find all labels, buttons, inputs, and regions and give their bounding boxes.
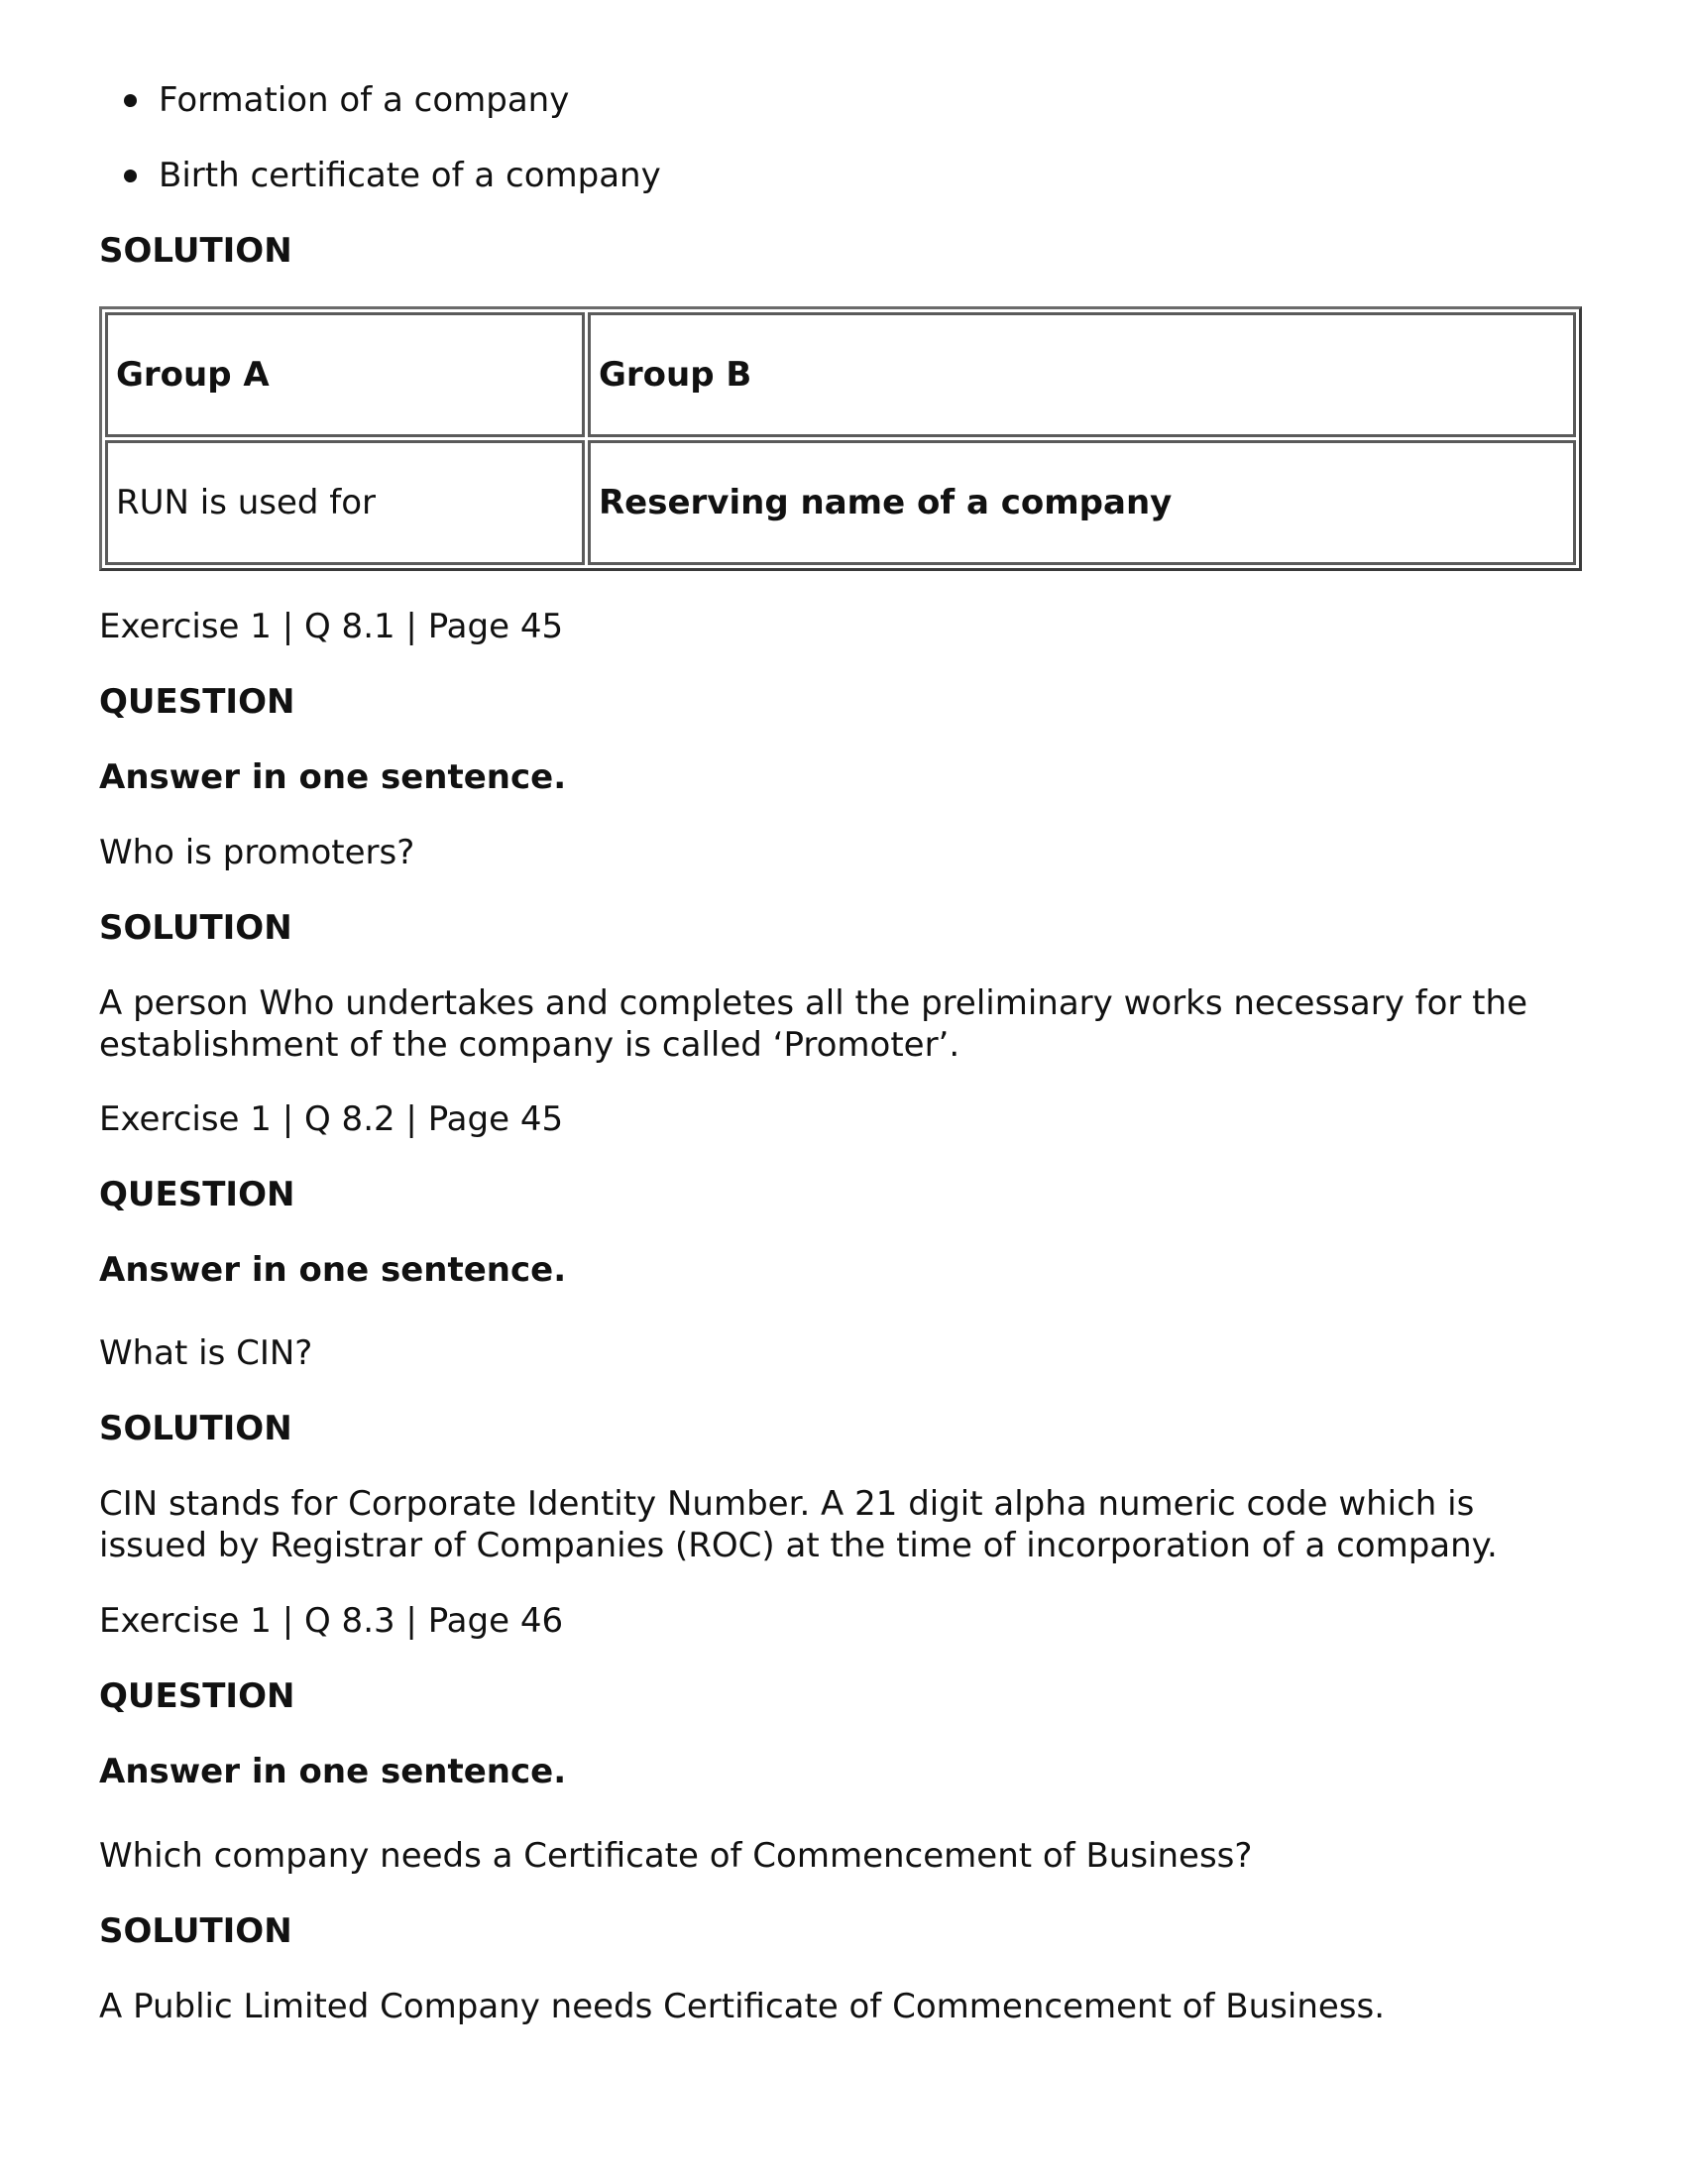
- bullet-icon: [124, 170, 137, 182]
- table-row: [105, 440, 1576, 565]
- solution-heading: SOLUTION: [99, 908, 292, 948]
- question-instruction: Answer in one sentence.: [99, 1752, 567, 1791]
- question-heading: QUESTION: [99, 1676, 295, 1716]
- list-item: [159, 79, 569, 121]
- bullet-icon: [124, 94, 137, 107]
- question-text: Which company needs a Certificate of Commencement of Business?: [99, 1836, 1253, 1876]
- table-cell-group-b: Reserving name of a company: [588, 440, 1576, 565]
- question-text: Who is promoters?: [99, 833, 415, 872]
- solution-text: A Public Limited Company needs Certificate of Commencement of Business.: [99, 1987, 1386, 2026]
- list-item: [159, 155, 661, 196]
- solution-text: CIN stands for Corporate Identity Number. A 21 digit alpha numeric code which is issued by Registrar of Companies (ROC) at the time of incorporation of a company.: [99, 1484, 1498, 1565]
- table-header-group-a: Group A: [105, 312, 585, 437]
- match-table: [99, 306, 1582, 571]
- table-header-group-b: Group B: [588, 312, 1576, 437]
- exercise-reference: Exercise 1 | Q 8.1 | Page 45: [99, 607, 564, 646]
- solution-heading: SOLUTION: [99, 1409, 292, 1448]
- question-heading: QUESTION: [99, 682, 295, 722]
- solution-text: A person Who undertakes and completes all the preliminary works necessary for the establishment of the company is called ‘Promoter’.: [99, 983, 1527, 1065]
- question-text: What is CIN?: [99, 1333, 313, 1373]
- question-instruction: Answer in one sentence.: [99, 757, 567, 797]
- exercise-reference: Exercise 1 | Q 8.2 | Page 45: [99, 1099, 564, 1139]
- exercise-reference: Exercise 1 | Q 8.3 | Page 46: [99, 1601, 564, 1641]
- table-row: [105, 312, 1576, 437]
- question-heading: QUESTION: [99, 1175, 295, 1214]
- list-item-text: Birth certificate of a company: [159, 156, 661, 195]
- table-cell-group-a: RUN is used for: [105, 440, 585, 565]
- list-item-text: Formation of a company: [159, 80, 570, 120]
- solution-heading: SOLUTION: [99, 1911, 292, 1951]
- solution-heading: SOLUTION: [99, 231, 292, 271]
- question-instruction: Answer in one sentence.: [99, 1250, 567, 1290]
